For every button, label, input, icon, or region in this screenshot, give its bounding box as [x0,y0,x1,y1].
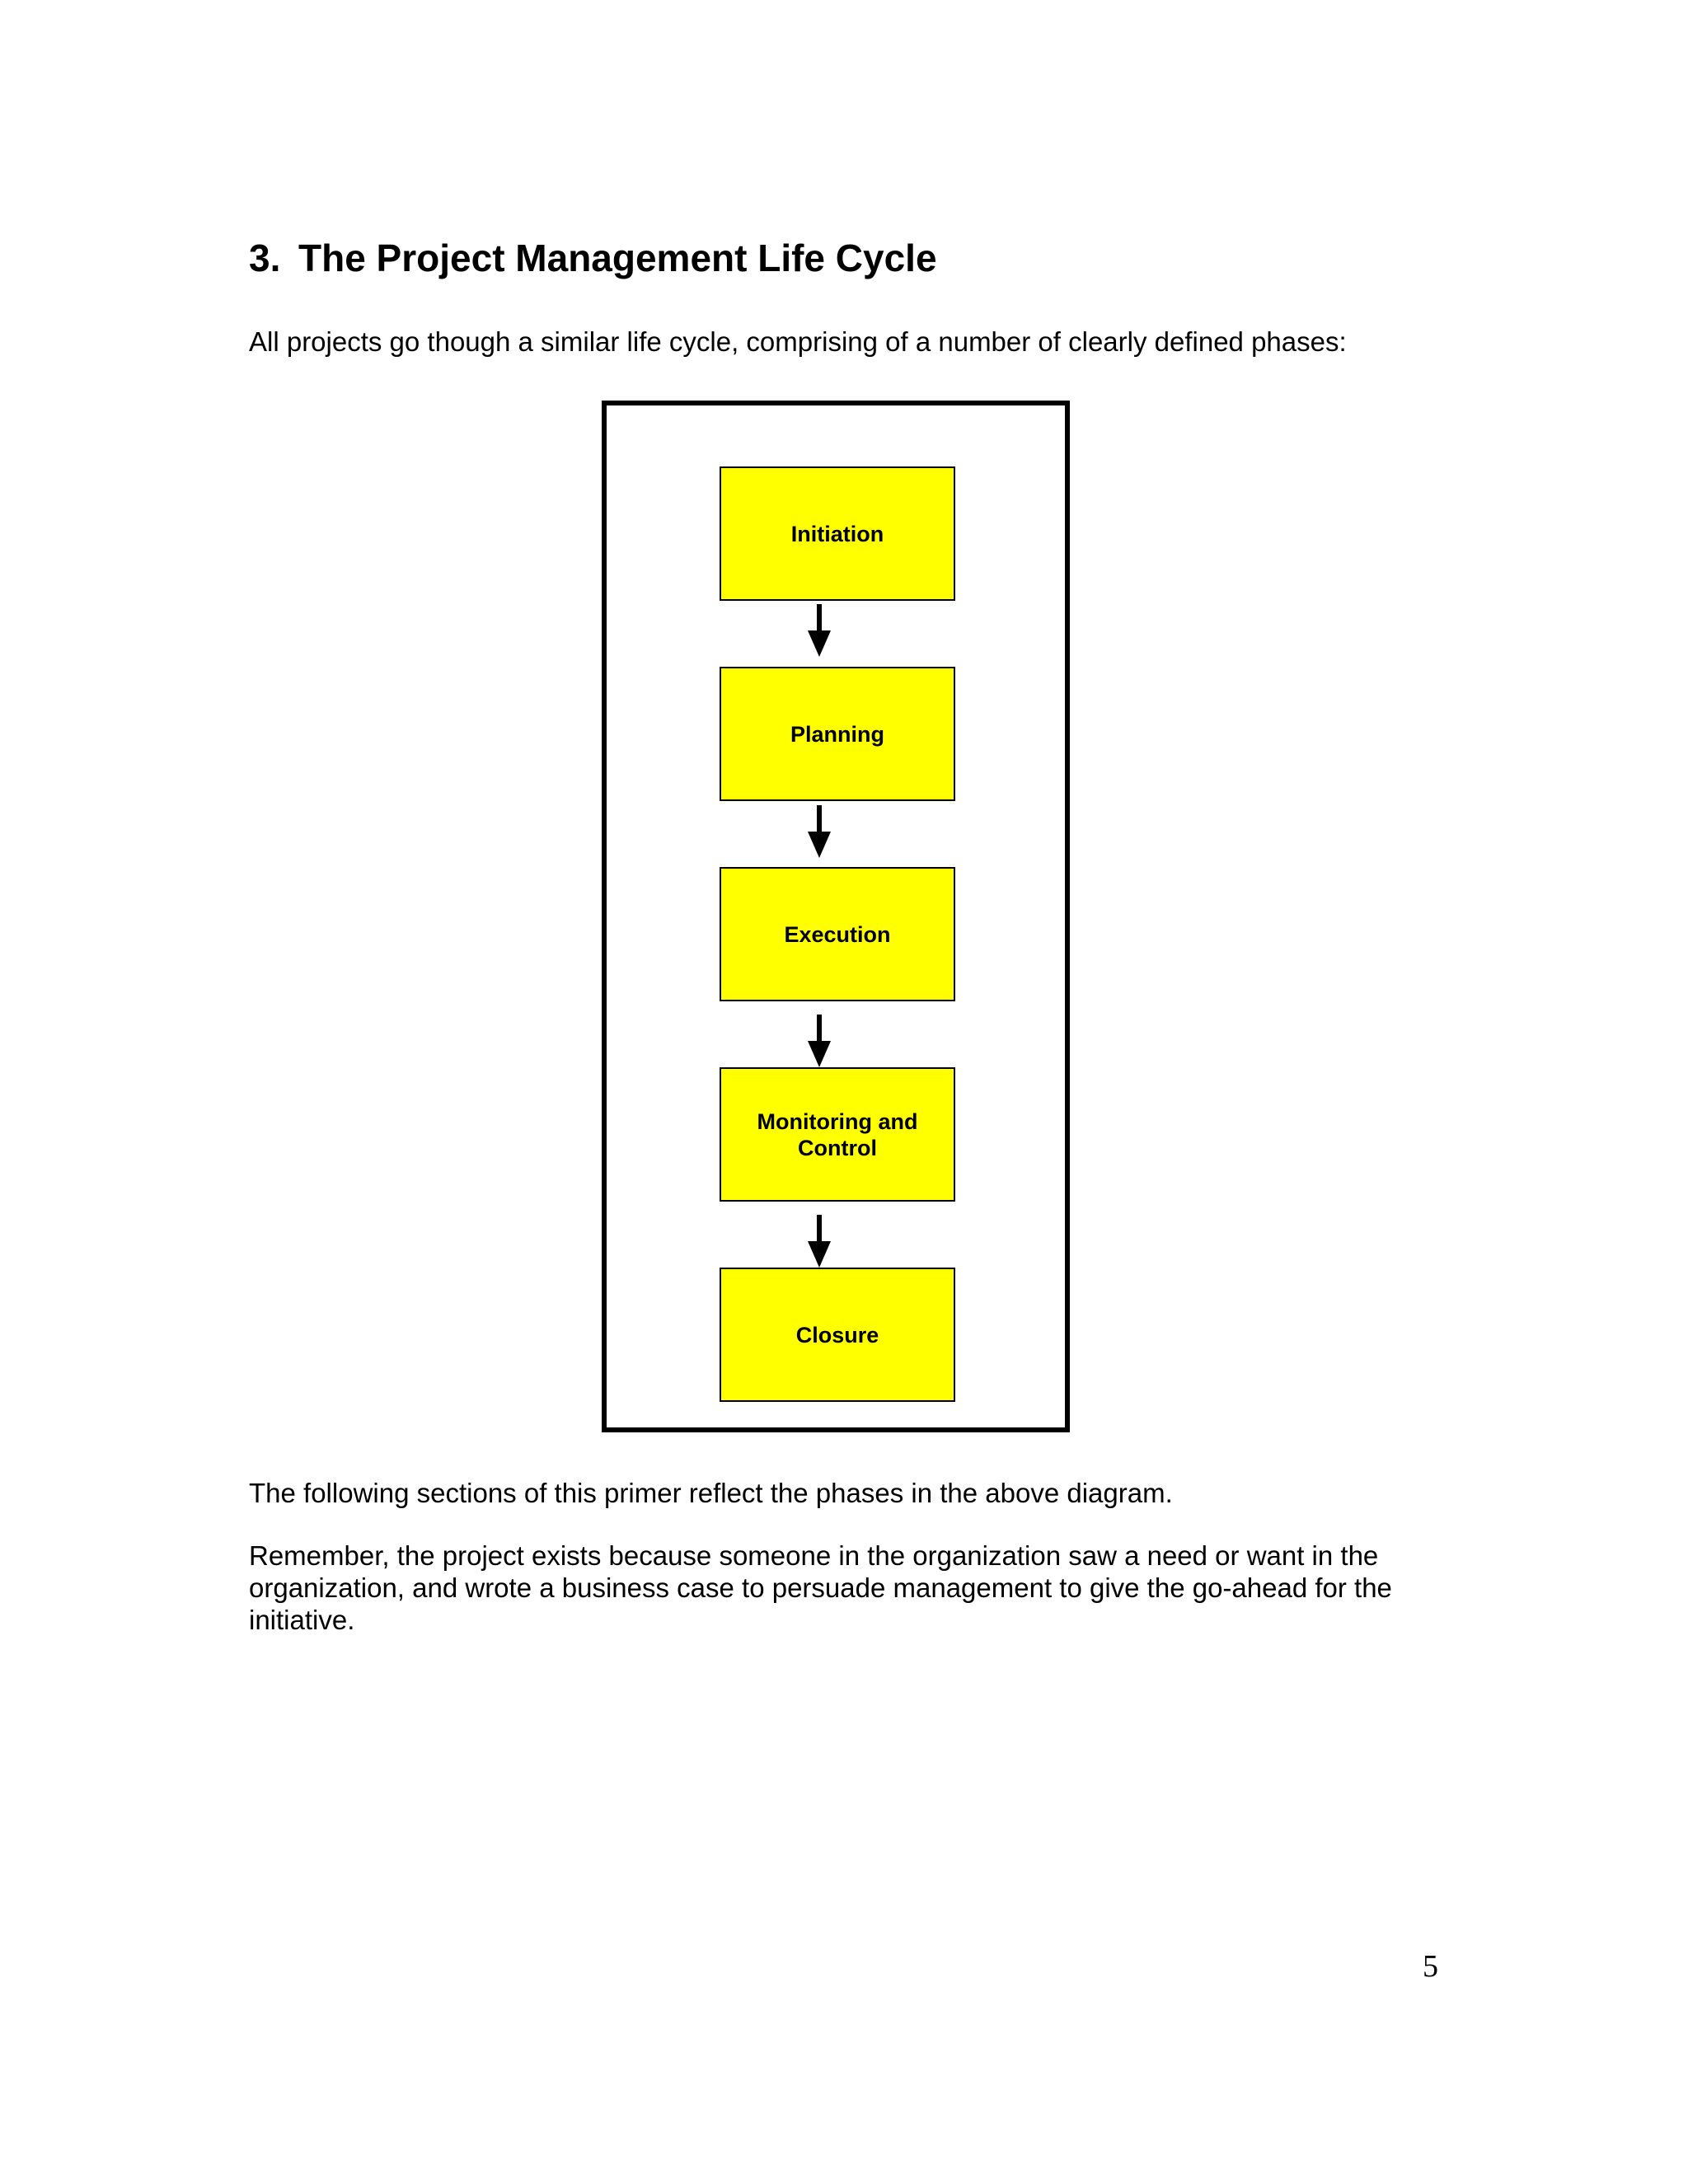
page-number: 5 [1423,1949,1438,1984]
arrow-down-icon [808,1015,831,1067]
phase-box-closure: Closure [720,1268,955,1402]
arrow-down-icon [808,805,831,858]
remember-paragraph: Remember, the project exists because someone in the organization saw a need or want in the organization, and wrote a business case to persuade management to give the go-ahead for the initiative. [249,1540,1392,1635]
phase-box-monitoring-and-control: Monitoring and Control [720,1067,955,1202]
intro-paragraph: All projects go though a similar life cycle, comprising of a number of clearly defined phases: [249,326,1347,357]
arrow-down-icon [808,1215,831,1268]
section-number: 3. [249,237,281,279]
following-paragraph: The following sections of this primer reflect the phases in the above diagram. [249,1478,1173,1508]
phase-box-initiation: Initiation [720,466,955,601]
arrow-down-icon [808,604,831,657]
phase-box-planning: Planning [720,667,955,801]
phase-box-execution: Execution [720,867,955,1001]
section-heading [249,233,937,283]
section-title: The Project Management Life Cycle [298,237,937,279]
